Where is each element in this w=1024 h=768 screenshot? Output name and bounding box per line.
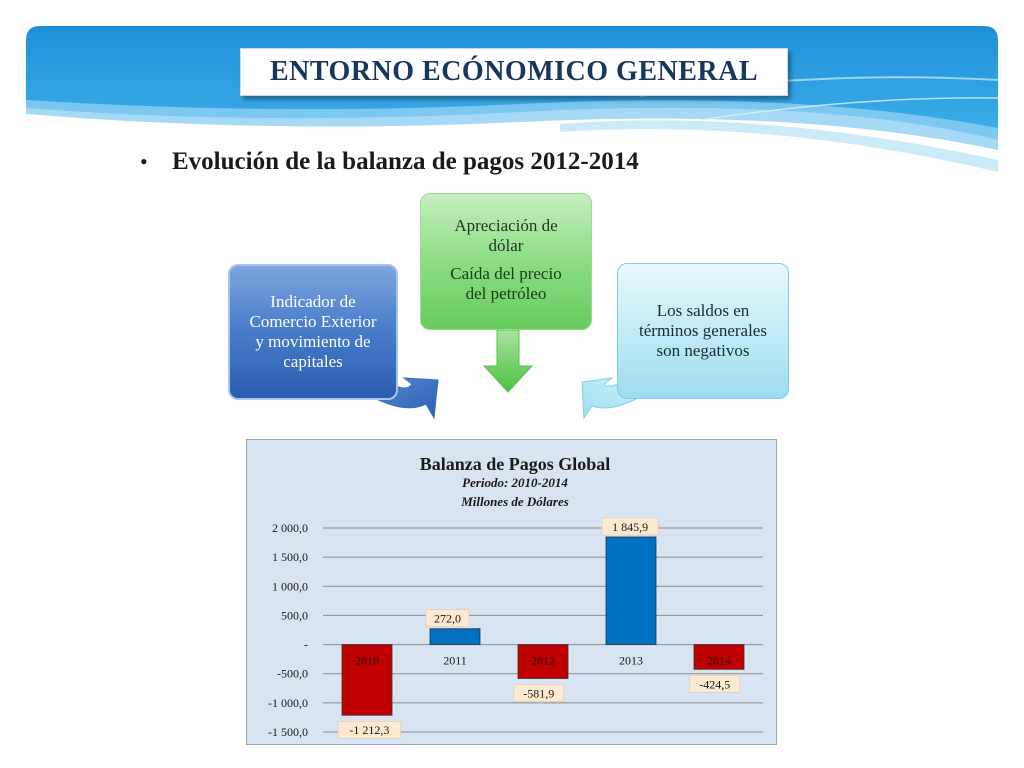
y-tick-label: 1 000,0 (272, 579, 308, 594)
category-label: 2011 (443, 653, 467, 668)
box-right-line: términos generales (639, 321, 767, 340)
box-trade-indicator (228, 264, 398, 400)
box-dollar-oil (420, 193, 592, 330)
chart-title: Balanza de Pagos Global (419, 454, 611, 474)
y-tick-label: 1 500,0 (272, 550, 308, 565)
category-label: 2012 (531, 653, 555, 668)
y-tick-label: 2 000,0 (272, 521, 308, 535)
data-label: 1 845,9 (612, 519, 649, 534)
slide-title: ENTORNO ECÓNOMICO GENERAL (269, 56, 759, 87)
chart-subtitle: Millones de Dólares (461, 494, 569, 509)
chart-panel (246, 439, 777, 745)
box-center-line: Apreciación de (454, 216, 558, 235)
box-center-line: Caída del precio (450, 264, 562, 283)
data-label: -424,5 (699, 677, 731, 692)
category-label: 2013 (619, 653, 643, 668)
chart-plot-area (268, 518, 763, 739)
bullet-icon: • (140, 149, 148, 174)
box-center-line: dólar (488, 236, 524, 255)
y-tick-label: -500,0 (277, 666, 308, 681)
box-left-line: Comercio Exterior (249, 312, 377, 331)
bullet-point (140, 148, 639, 176)
y-tick-label: -1 000,0 (268, 695, 308, 710)
data-label: 272,0 (434, 611, 461, 626)
box-center-line: del petróleo (465, 284, 547, 303)
box-left-line: capitales (283, 352, 343, 371)
y-tick-label: 500,0 (281, 608, 308, 623)
category-label: 2014 (707, 653, 731, 668)
data-label: -581,9 (523, 686, 555, 701)
y-tick-label: -1 500,0 (268, 725, 308, 739)
y-tick-label: - (304, 637, 308, 652)
category-label: 2010 (355, 653, 379, 668)
box-right-line: Los saldos en (656, 301, 750, 320)
bar-2011 (430, 629, 480, 645)
slide-title-box (240, 48, 788, 96)
bullet-text: Evolución de la balanza de pagos 2012-2014 (172, 148, 639, 175)
green-down-arrow (484, 330, 532, 392)
data-label: -1 212,3 (349, 723, 390, 738)
box-left-line: y movimiento de (255, 332, 371, 351)
chart-subtitle: Periodo: 2010-2014 (462, 475, 568, 490)
box-right-line: son negativos (656, 341, 750, 360)
box-negative-balances (617, 263, 789, 399)
box-left-line: Indicador de (270, 292, 356, 311)
bar-2013 (606, 537, 656, 645)
balance-of-payments-chart (247, 440, 776, 744)
